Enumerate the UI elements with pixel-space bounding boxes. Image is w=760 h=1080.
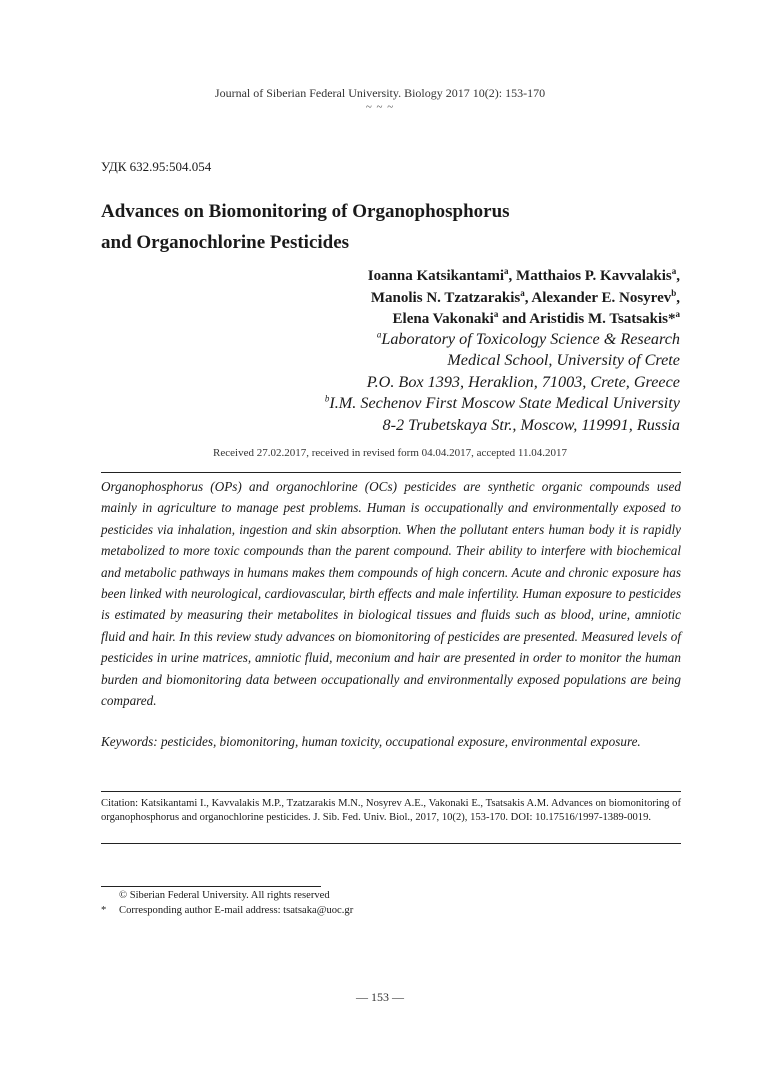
affiliations bbox=[120, 329, 680, 436]
authors-line-3 bbox=[120, 309, 680, 331]
corresponding-footnote bbox=[101, 905, 353, 916]
author-affil-mark: a bbox=[504, 266, 509, 276]
article-title bbox=[101, 196, 661, 258]
author-name: Elena Vakonaki bbox=[392, 311, 494, 327]
journal-header: Journal of Siberian Federal University. Biology 2017 10(2): 153-170 bbox=[214, 86, 546, 100]
author-name: , Matthaios P. Kavvalakis bbox=[508, 268, 672, 284]
abstract-top-rule bbox=[101, 472, 681, 473]
author-separator: , bbox=[676, 268, 680, 284]
citation-text: Citation: Katsikantami I., Kavvalakis M.P., Tzatzarakis M.N., Nosyrev A.E., Vakonaki E., Tsatsakis A.M. Advances on biomonitoring of organophosphorus and organochlorine pesticides. J. Sib. Fed. Univ. Biol., 2017, 10(2), 153-170. DOI: 10.17516/1997-1389-0019. bbox=[101, 798, 681, 823]
author-name: Manolis N. Tzatzarakis bbox=[370, 289, 521, 306]
udk-code: УДК 632.95:504.054 bbox=[101, 159, 212, 174]
received-dates: Received 27.02.2017, received in revised form 04.04.2017, accepted 11.04.2017 bbox=[213, 447, 567, 459]
header-ornament: ~ ~ ~ bbox=[365, 101, 395, 113]
affiliation-b-line-1 bbox=[120, 393, 680, 414]
author-affil-mark: a bbox=[675, 309, 680, 319]
copyright-footnote: © Siberian Federal University. All rights reserved bbox=[119, 890, 330, 901]
title-line-1: Advances on Biomonitoring of Organophosphorus bbox=[101, 201, 510, 222]
title-line-2: and Organochlorine Pesticides bbox=[101, 232, 350, 253]
authors-line-2 bbox=[120, 288, 680, 310]
citation-bottom-rule bbox=[101, 843, 681, 844]
affil-mark: a bbox=[376, 329, 382, 340]
footnote-mark: * bbox=[101, 905, 107, 916]
author-affil-mark: a bbox=[493, 309, 499, 319]
corresponding-author-email: Corresponding author E-mail address: tsatsaka@uoc.gr bbox=[119, 905, 354, 916]
author-name: , Alexander E. Nosyrev bbox=[524, 289, 672, 306]
author-name: and Aristidis M. Tsatsakis* bbox=[498, 311, 676, 327]
author-affil-mark: a bbox=[671, 266, 677, 276]
affil-mark: b bbox=[324, 393, 330, 404]
footnote-rule bbox=[101, 886, 321, 887]
page-number: — 153 — bbox=[356, 990, 404, 1004]
affil-text: Laboratory of Toxicology Science & Research bbox=[381, 330, 680, 348]
author-list bbox=[120, 266, 680, 331]
affiliation-a-line-2: Medical School, University of Crete bbox=[447, 351, 680, 370]
affil-text: I.M. Sechenov First Moscow State Medical University bbox=[329, 394, 680, 413]
affiliation-a-line-1 bbox=[120, 329, 680, 350]
author-affil-mark: a bbox=[520, 287, 525, 298]
abstract-text: Organophosphorus (OPs) and organochlorine (OCs) pesticides are synthetic organic compounds used mainly in agriculture to manage pest problems. Human is occupationally and environmentally exposed to pesticides via inhalation, ingestion and skin absorption. When the pollutant enters human body it is rapidly metabolized to more toxic compounds than the parent compound. Their ability to interfere with biochemical and metabolic pathways in humans makes them compounds of high concern. Acute and chronic exposure has been linked with neurological, cardiovascular, birth effects and male infertility. Human exposure to pesticides is estimated by measuring their metabolites in biological tissues and fluids such as blood, urine, amniotic fluid and hair. In this review study advances on biomonitoring of pesticides are presented. Measured levels of pesticides in urine matrices, amniotic fluid, meconium and hair are presented in order to monitor the human burden and biomonitoring data between occupationally and environmentally exposed populations are being compared. bbox=[101, 479, 681, 709]
keywords: Keywords: pesticides, biomonitoring, human toxicity, occupational exposure, environmental exposure. bbox=[101, 734, 641, 749]
affiliation-b-line-2: 8-2 Trubetskaya Str., Moscow, 119991, Russia bbox=[382, 415, 680, 434]
affiliation-a-line-3: P.O. Box 1393, Heraklion, 71003, Crete, Greece bbox=[366, 372, 680, 391]
author-affil-mark: b bbox=[671, 287, 677, 298]
author-separator: , bbox=[676, 289, 680, 306]
citation-top-rule bbox=[101, 791, 681, 792]
author-name: Ioanna Katsikantami bbox=[367, 268, 505, 284]
authors-line-1 bbox=[120, 266, 680, 288]
